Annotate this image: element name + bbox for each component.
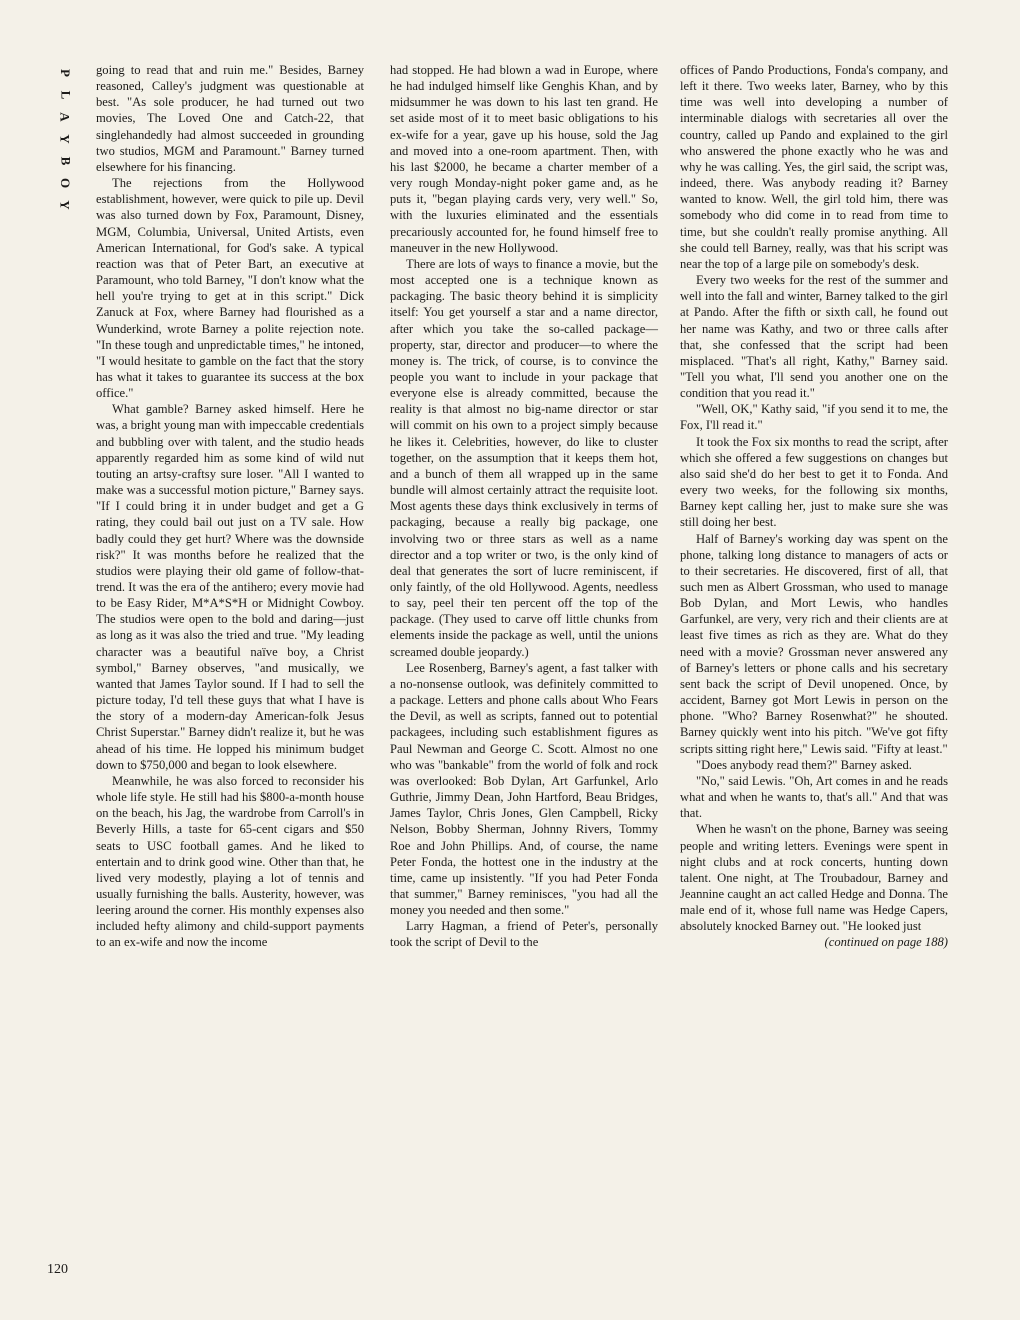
paragraph: "No," said Lewis. "Oh, Art comes in and he reads what and when he wants to, that's all." And that was that.	[680, 773, 948, 821]
paragraph: When he wasn't on the phone, Barney was seeing people and writing letters. Evenings were spent in night clubs and at rock concerts, hunting down talent. One night, at The Troubadour, Barney and Jeannine caught an act called Hedge and Donna. The male end of it, whose full name was Hedge Capers, absolutely knocked Barney out. "He looked just	[680, 822, 948, 934]
paragraph: There are lots of ways to finance a movie, but the most accepted one is a technique known as packaging. The basic theory behind it is simplicity itself: You get yourself a star and a name director, after which you take the so-called package—property, star, director and producer—to where the money is. The trick, of course, is to convince the people you want to include in your package that everyone else is already committed, because the reality is that almost no big-name director or star will commit on his own to a project simply because he likes it. Celebrities, however, do like to cluster together, on the assumption that it keeps them hot, and a bunch of them all wrapped up in the same bundle will almost certainly attract the requisite loot. Most agents these days think exclusively in terms of packaging, because a really big package, one involving two or three stars as well as a name director and a top writer or two, is the only kind of deal that generates the sort of lucre reminiscent, if only faintly, of the old Hollywood. Agents, needless to say, peel their ten percent off the top of the package. (They used to carve off little chunks from elements inside the package as well, until the unions screamed double jeopardy.)	[390, 256, 658, 659]
paragraph: going to read that and ruin me." Besides, Barney reasoned, Calley's judgment was questionable at best. "As sole producer, he had turned out two movies, The Loved One and Catch-22, that singlehandedly had almost succeeded in grounding two studios, MGM and Paramount." Barney turned elsewhere for his financing.	[96, 63, 364, 174]
paragraph: Half of Barney's working day was spent on the phone, talking long distance to managers of acts or to their secretaries. He discovered, first of all, that such men as Albert Grossman, who used to manage Bob Dylan, and Mort Lewis, who handles Garfunkel, are very, very rich and their clients are at least five times as rich as they are. What do they need with a movie? Grossman never answered any of Barney's letters or phone calls and his secretary sent back the script of Devil unopened. Once, by accident, Barney got Mort Lewis in person on the phone. "Who? Barney Rosenwhat?" he shouted. Barney quickly went into his pitch. "We've got fifty scripts sitting right here," Lewis said. "Fifty at least."	[680, 531, 948, 756]
article-column-2	[390, 62, 658, 951]
continued-on-page-note: (continued on page 188)	[824, 935, 948, 950]
paragraph: Lee Rosenberg, Barney's agent, a fast talker with a no-nonsense outlook, was definitely committed to a package. Letters and phone calls about Who Fears the Devil, as well as scripts, fanned out to potential packagees, including such establishment figures as Paul Newman and George C. Scott. Almost no one who was "bankable" from the world of folk and rock was overlooked: Bob Dylan, Art Garfunkel, Arlo Guthrie, Jimmy Dean, John Hartford, Beau Bridges, James Taylor, Chris Jones, Glen Campbell, Ricky Nelson, Bobby Sherman, Johnny Rivers, Tommy Roe and John Phillips. And, of course, the name Peter Fonda, the hottest one in the industry at the time, came up insistently. "If you had Peter Fonda that summer," Barney reminisces, "you had all the money you needed and then some."	[390, 660, 658, 918]
masthead-letter: L	[57, 90, 73, 100]
masthead-letter: A	[57, 112, 73, 122]
masthead-letter: B	[57, 156, 73, 166]
paragraph: offices of Pando Productions, Fonda's company, and left it there. Two weeks later, Barney, who by this time was well into developing a number of interminable dialogs with secretaries all over the country, called up Pando and explained to the girl who answered the phone exactly who he was and why he was calling. Yes, the girl said, the script was, indeed, there. Was anybody reading it? Barney wanted to know. Well, the girl told him, there was somebody who did come in to read from time to time, but she couldn't really promise anything. All she could tell Barney, really, was that his script was near the top of a large pile on somebody's desk.	[680, 63, 948, 271]
paragraph: "Well, OK," Kathy said, "if you send it to me, the Fox, I'll read it."	[680, 402, 948, 433]
magazine-masthead	[52, 62, 78, 216]
page-number: 120	[47, 1262, 68, 1277]
article-column-3	[680, 62, 948, 951]
paragraph: It took the Fox six months to read the script, after which she offered a few suggestions on changes but also said she'd do her best to get it to Fonda. And every two weeks, for the following six months, Barney kept calling her, just to make sure she was still doing her best.	[680, 434, 948, 530]
article-column-1	[96, 62, 364, 951]
masthead-letter: Y	[57, 134, 73, 144]
masthead-letter: O	[58, 177, 73, 189]
paragraph: had stopped. He had blown a wad in Europe, where he had indulged himself like Genghis Khan, and by midsummer he was down to his last ten grand. He set aside most of it to meet basic obligations to his ex-wife for a year, gave up his house, sold the Jag and moved into a one-room apartment. Then, with his last $2000, he became a charter member of a very rough Monday-night poker game and, as he puts it, "began playing cards very, very well." So, with the luxuries eliminated and the essentials precariously accounted for, he found himself free to maneuver in the new Hollywood.	[390, 63, 658, 255]
paragraph: Every two weeks for the rest of the summer and well into the fall and winter, Barney talked to the girl at Pando. After the fifth or sixth call, he found out her name was Kathy, and two or three calls after that, she confessed that the script had been misplaced. "That's all right, Kathy," Barney said. "Tell you what, I'll send you another one on the condition that you read it."	[680, 273, 948, 401]
paragraph: Larry Hagman, a friend of Peter's, personally took the script of Devil to the	[390, 919, 658, 950]
paragraph: The rejections from the Hollywood establishment, however, were quick to pile up. Devil was also turned down by Fox, Paramount, Disney, MGM, Columbia, Universal, United Artists, even American International, for God's sake. A typical reaction was that of Peter Bart, an executive at Paramount, who told Barney, "I don't know what the hell you're trying to get at in this script." Dick Zanuck at Fox, where Barney had flourished as a Wunderkind, wrote Barney a polite rejection note. "In these tough and unpredictable times," he intoned, "I would hesitate to gamble on the fact that the story has what it takes to guarantee its success at the box office."	[96, 176, 364, 401]
paragraph: "Does anybody read them?" Barney asked.	[696, 757, 912, 772]
masthead-letter: Y	[57, 200, 73, 210]
paragraph: What gamble? Barney asked himself. Here he was, a bright young man with impeccable credentials and bubbling over with talent, and the studio heads apparently regarded him as some kind of wild nut touting an artsy-craftsy sure loser. "All I wanted to make was a successful motion picture," Barney says. "If I could bring it in under budget and get a G rating, they could bail out just on a TV sale. How badly could they get hurt? Where was the downside risk?" It was months before he realized that the studios were playing their old game of follow-that-trend. It was the era of the antihero; every movie had to be Easy Rider, M*A*S*H or Midnight Cowboy. The studios were open to the bold and daring—just as long as it was also the tried and true. "My leading character was a beautiful naïve boy, a Christ symbol," Barney observes, "and musically, we wanted that James Taylor sound. If I had to sell the picture today, I'd tell these guys that what I have is the story of a modern-day American-folk Jesus Christ Superstar." Barney didn't realize it, but he was ahead of his time. He lopped his minimum budget down to $750,000 and began to look elsewhere.	[96, 402, 364, 772]
masthead-letter: P	[57, 69, 73, 77]
paragraph: Meanwhile, he was also forced to reconsider his whole life style. He still had his $800-a-month house on the beach, his Jag, the wardrobe from Carroll's in Beverly Hills, a taste for 65-cent cigars and $50 seats to USC football games. And he liked to entertain and to drink good wine. Other than that, he lived very modestly, playing a lot of tennis and usually furnishing the balls. Austerity, however, was leering around the corner. His monthly expenses also included hefty alimony and child-support payments to an ex-wife and now the income	[96, 773, 364, 950]
